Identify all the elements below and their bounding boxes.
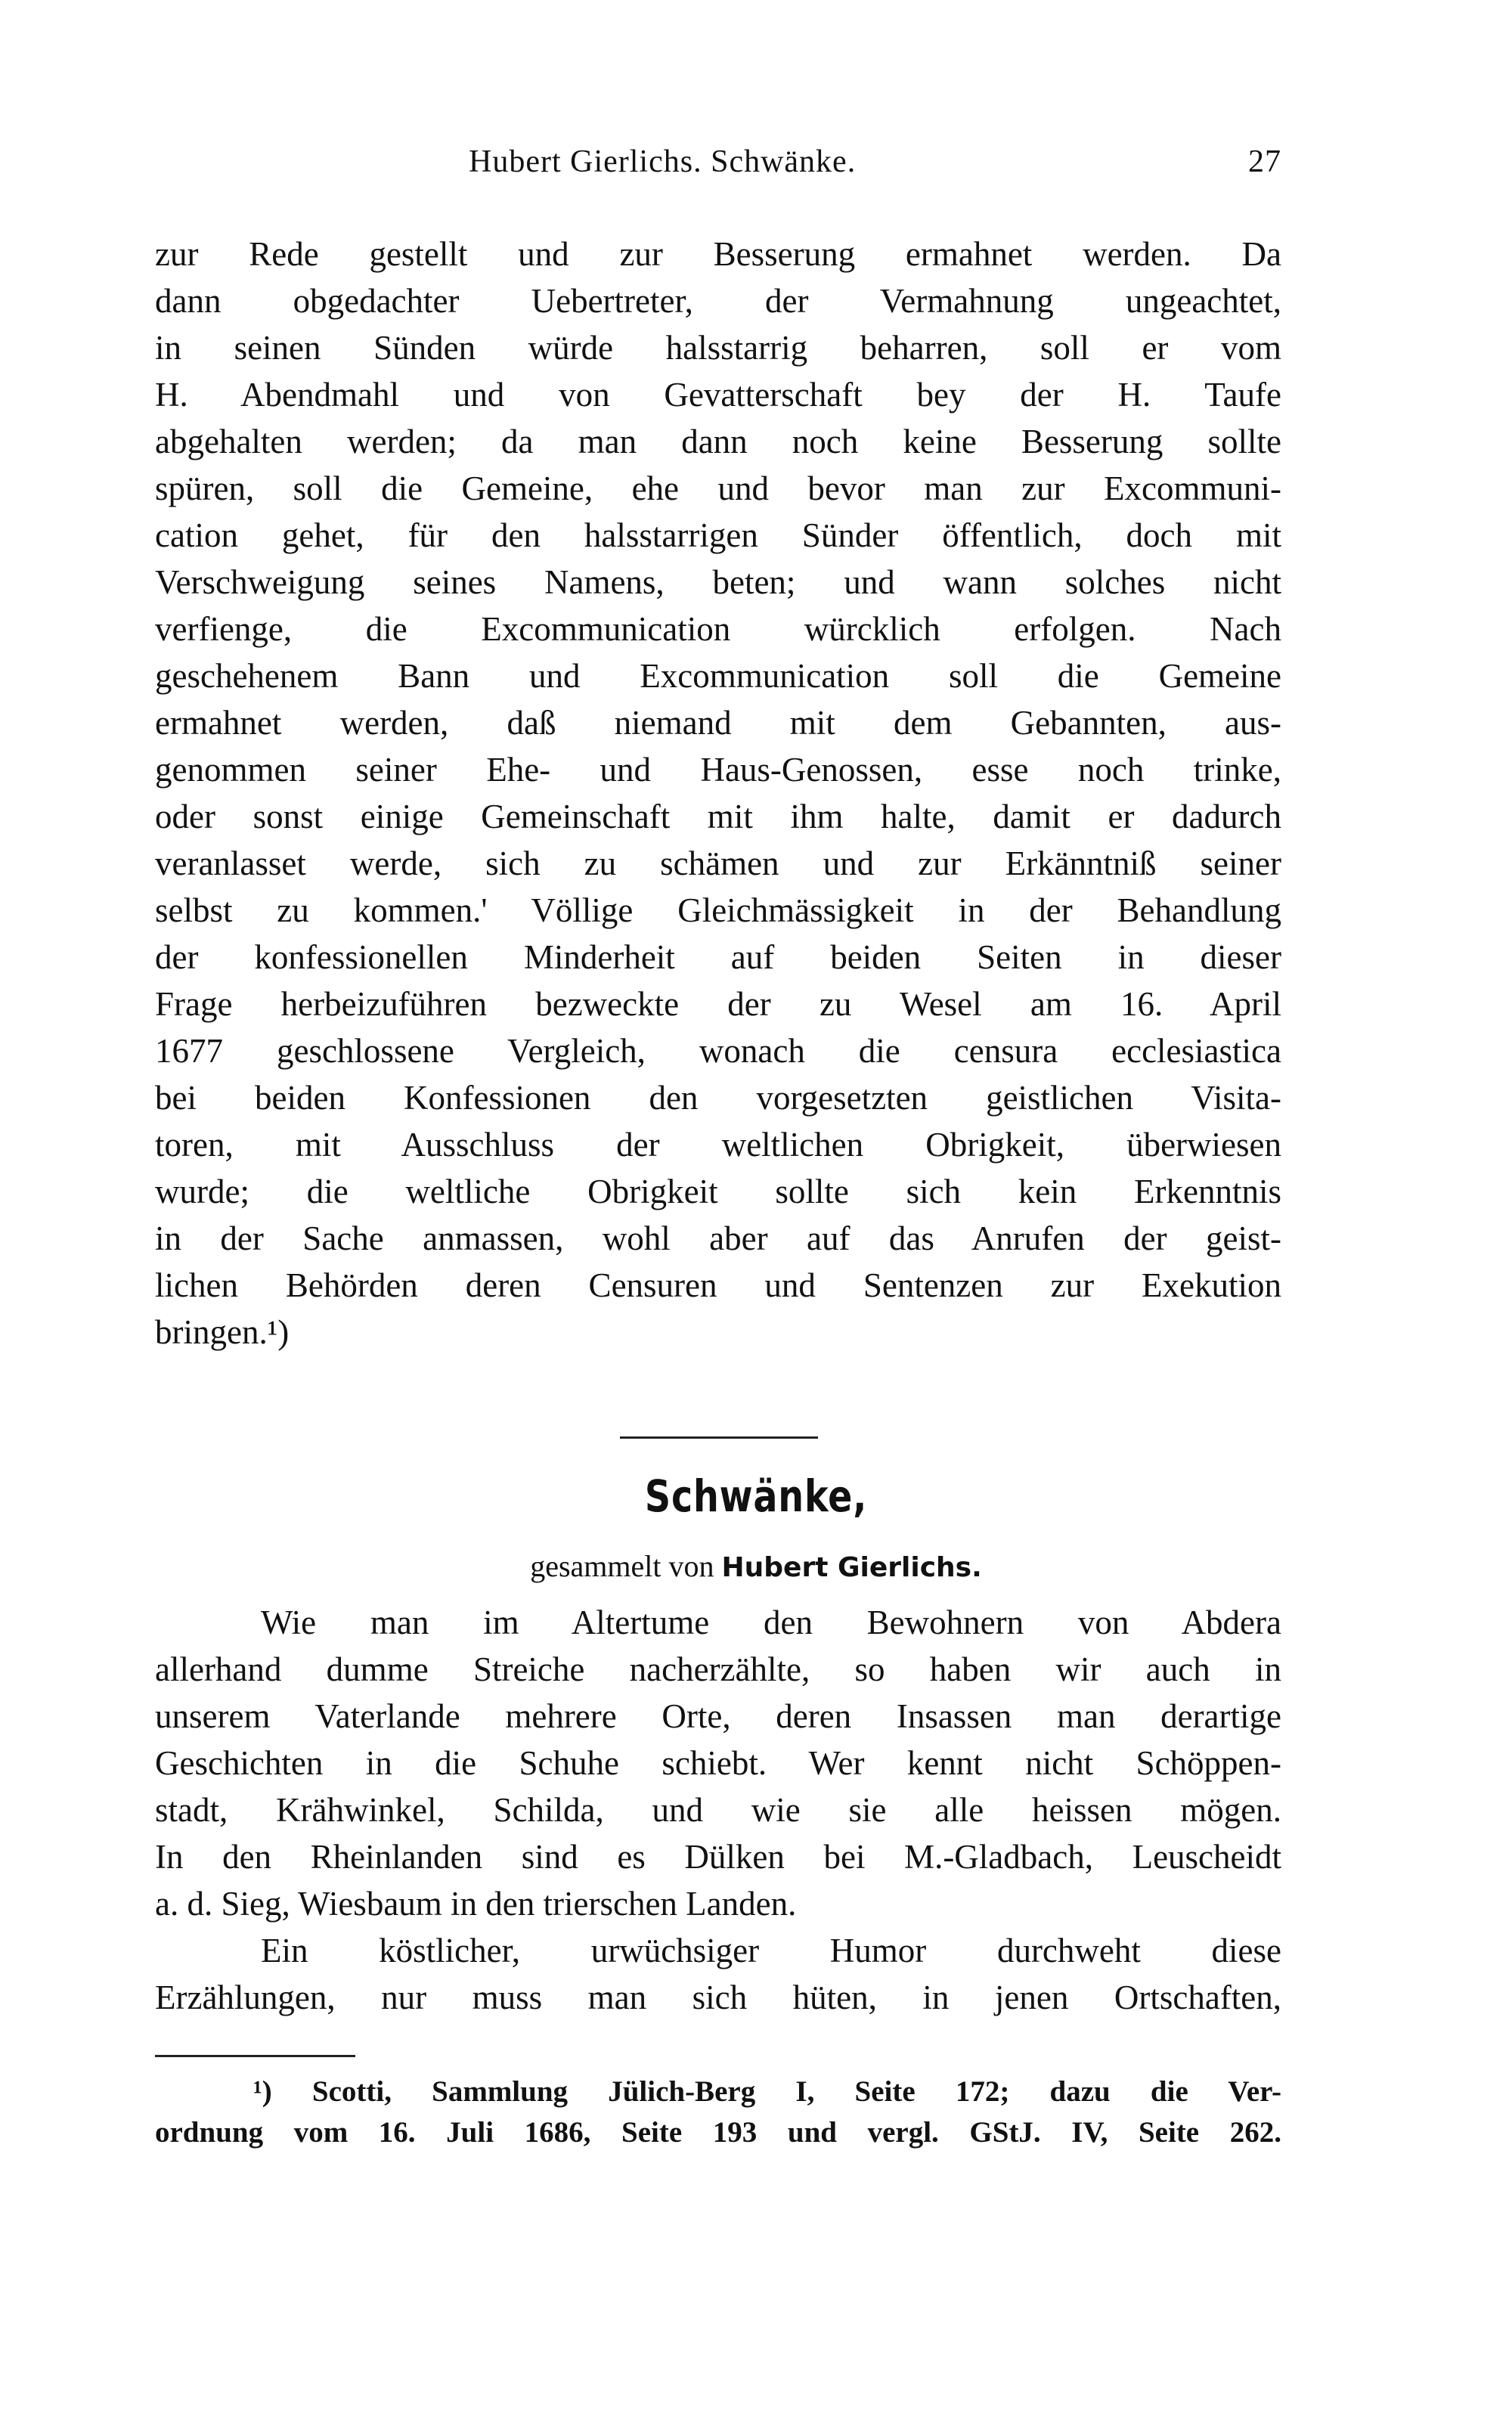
footnote-line: ordnung vom 16. Juli 1686, Seite 193 und vergl. GStJ. IV, Seite 262. xyxy=(155,2116,1281,2149)
text-line: veranlasset werde, sich zu schämen und zur Erkänntniß seiner xyxy=(155,844,1281,882)
byline-prefix: gesammelt von xyxy=(530,1549,722,1583)
text-line: Erzählungen, nur muss man sich hüten, in jenen Ortschaften, xyxy=(155,1979,1281,2016)
text-line: verfienge, die Excommunication würcklich erfolgen. Nach xyxy=(155,610,1281,648)
text-line: H. Abendmahl und von Gevatterschaft bey der H. Taufe xyxy=(155,376,1281,414)
text-line: 1677 geschlossene Vergleich, wonach die censura ecclesiastica xyxy=(155,1032,1281,1070)
text-line: Wie man im Altertume den Bewohnern von Abdera xyxy=(261,1604,1281,1641)
section-divider xyxy=(620,1436,818,1439)
text-line: oder sonst einige Gemeinschaft mit ihm halte, damit er dadurch xyxy=(155,798,1281,835)
text-line: Ein köstlicher, urwüchsiger Humor durchweht diese xyxy=(261,1932,1281,1969)
text-line: zur Rede gestellt und zur Besserung ermahnet werden. Da xyxy=(155,235,1281,273)
text-line: genommen seiner Ehe- und Haus-Genossen, esse noch trinke, xyxy=(155,751,1281,789)
running-head xyxy=(155,144,1281,197)
footnotes xyxy=(155,2072,1281,2153)
section-title: Schwänke, xyxy=(644,1470,868,1522)
text-line: bringen.¹) xyxy=(155,1313,290,1351)
text-line: selbst zu kommen.' Völlige Gleichmässigkeit in der Behandlung xyxy=(155,891,1281,929)
text-line: lichen Behörden deren Censuren und Sentenzen zur Exekution xyxy=(155,1266,1281,1304)
section-paragraphs xyxy=(155,1599,1281,2021)
text-line: In den Rheinlanden sind es Dülken bei M.-Gladbach, Leuscheidt xyxy=(155,1838,1281,1876)
text-line: unserem Vaterlande mehrere Orte, deren Insassen man derartige xyxy=(155,1697,1281,1735)
page-number: 27 xyxy=(1248,144,1281,179)
text-line: wurde; die weltliche Obrigkeit sollte sich kein Erkenntnis xyxy=(155,1173,1281,1210)
text-line: stadt, Krähwinkel, Schilda, und wie sie alle heissen mögen. xyxy=(155,1791,1281,1829)
text-line: allerhand dumme Streiche nacherzählte, so haben wir auch in xyxy=(155,1650,1281,1688)
text-line: der konfessionellen Minderheit auf beiden Seiten in dieser xyxy=(155,938,1281,976)
text-line: geschehenem Bann und Excommunication soll die Gemeine xyxy=(155,657,1281,695)
byline-author: Hubert Gierlichs. xyxy=(721,1552,982,1583)
text-line: Geschichten in die Schuhe schiebt. Wer kennt nicht Schöppen- xyxy=(155,1744,1281,1782)
text-line: ermahnet werden, daß niemand mit dem Gebannten, aus- xyxy=(155,704,1281,742)
text-line: a. d. Sieg, Wiesbaum in den trierschen Landen. xyxy=(155,1885,797,1923)
text-line: toren, mit Ausschluss der weltlichen Obrigkeit, überwiesen xyxy=(155,1126,1281,1164)
text-line: in der Sache anmassen, wohl aber auf das Anrufen der geist- xyxy=(155,1219,1281,1257)
footnote-divider xyxy=(155,2055,355,2057)
text-line: spüren, soll die Gemeine, ehe und bevor man zur Excommuni- xyxy=(155,469,1281,507)
footnote-line: ¹) Scotti, Sammlung Jülich-Berg I, Seite 172; dazu die Ver- xyxy=(253,2075,1281,2108)
text-line: dann obgedachter Uebertreter, der Vermahnung ungeachtet, xyxy=(155,282,1281,320)
section-byline xyxy=(0,1548,1512,1584)
text-line: cation gehet, für den halsstarrigen Sünder öffentlich, doch mit xyxy=(155,516,1281,554)
text-line: Verschweigung seines Namens, beten; und wann solches nicht xyxy=(155,563,1281,601)
text-line: abgehalten werden; da man dann noch keine Besserung sollte xyxy=(155,423,1281,460)
main-paragraph xyxy=(155,231,1281,1356)
text-line: bei beiden Konfessionen den vorgesetzten geistlichen Visita- xyxy=(155,1079,1281,1117)
running-title: Hubert Gierlichs. Schwänke. xyxy=(469,144,857,179)
text-line: in seinen Sünden würde halsstarrig beharren, soll er vom xyxy=(155,329,1281,367)
text-line: Frage herbeizuführen bezweckte der zu Wesel am 16. April xyxy=(155,985,1281,1023)
